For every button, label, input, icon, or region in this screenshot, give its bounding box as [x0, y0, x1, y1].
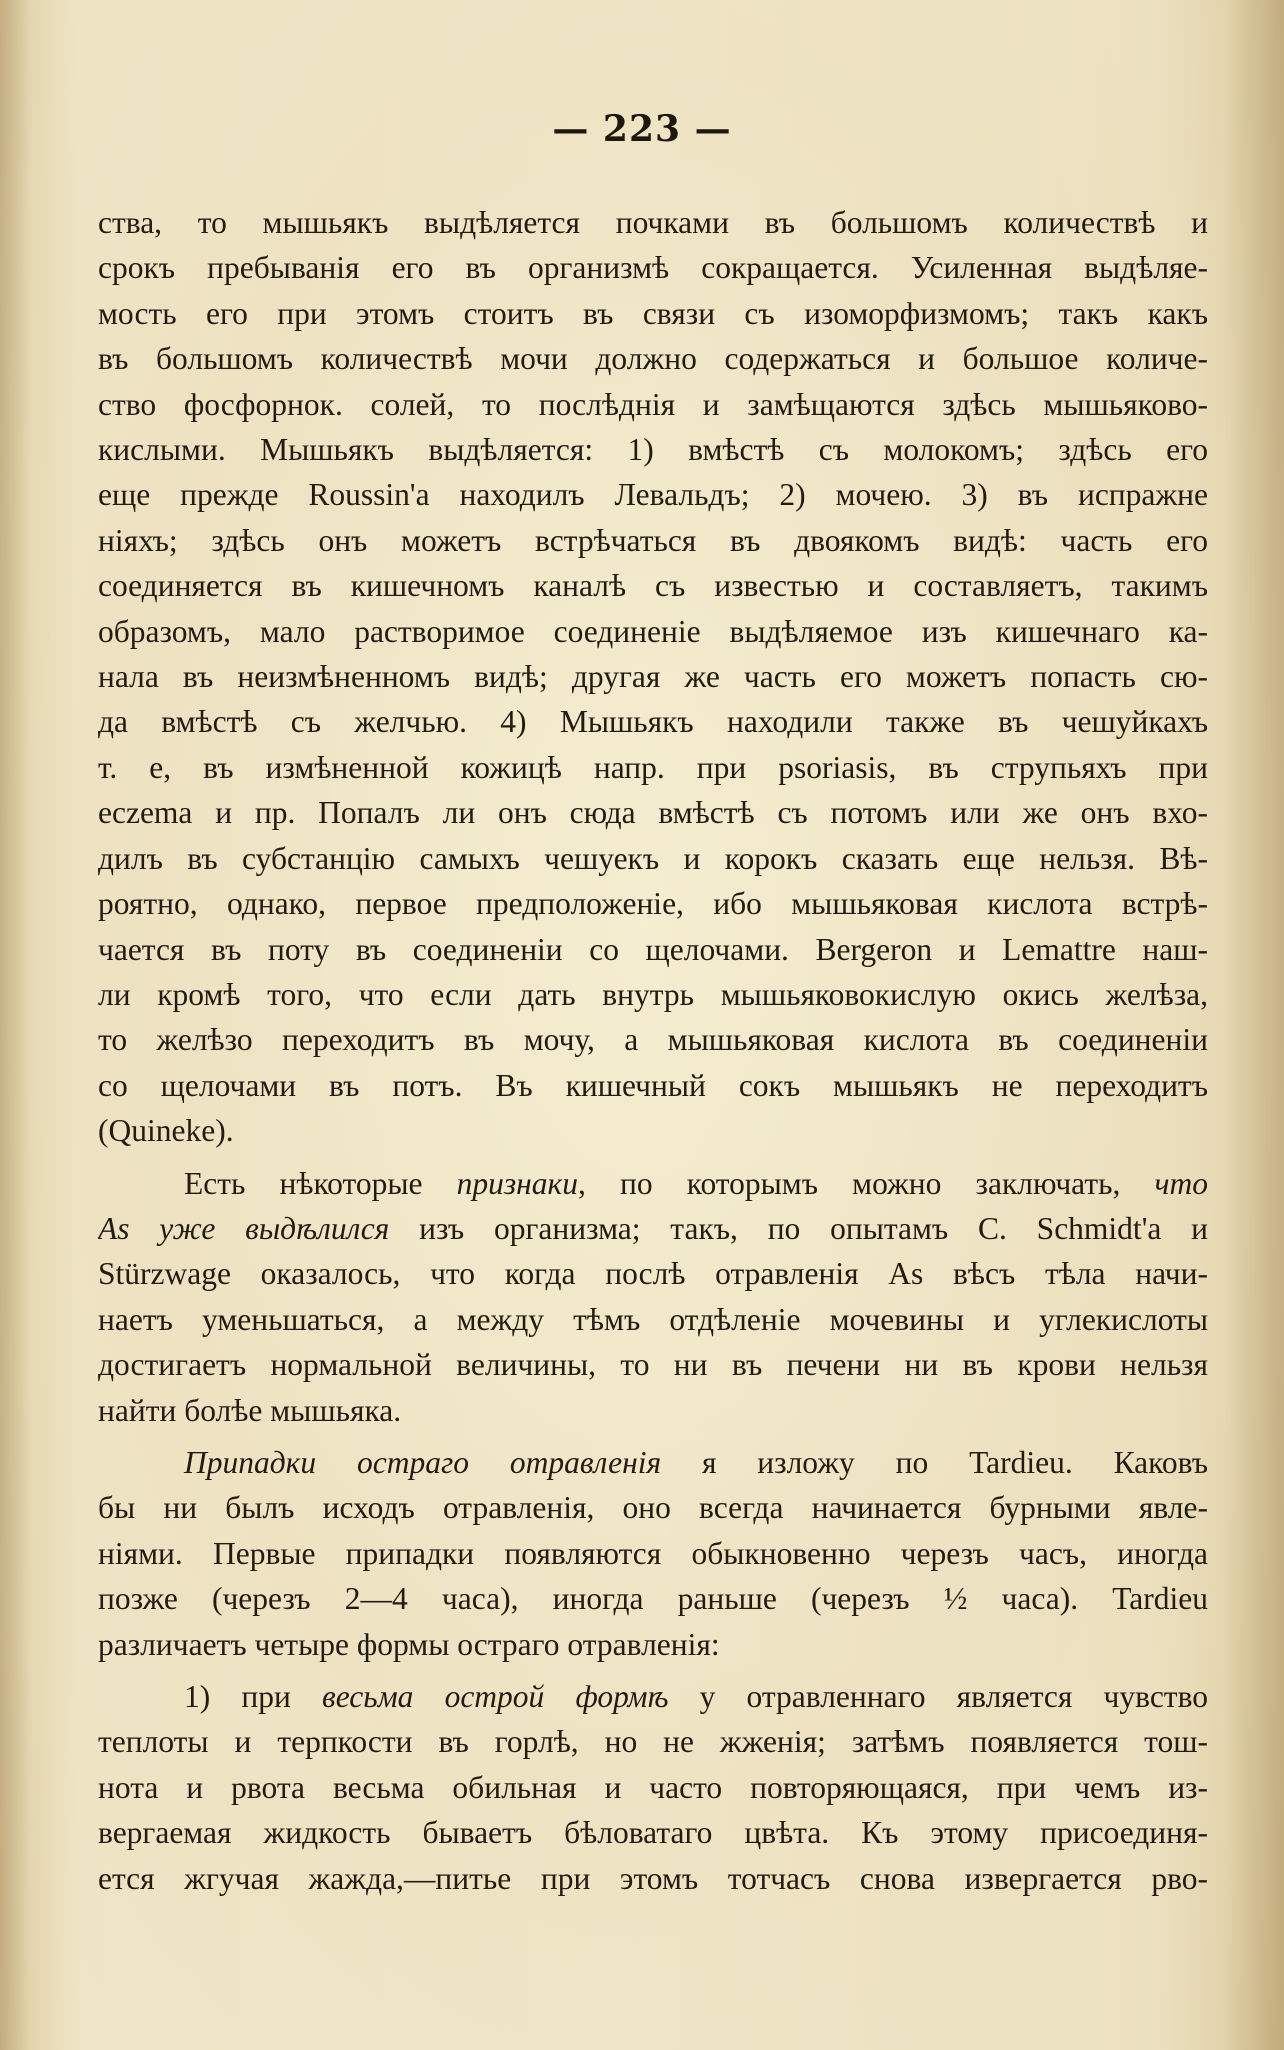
text-line: найти болѣе мышьяка. — [98, 1392, 402, 1428]
text-line: дилъ въ субстанцію самыхъ чешуекъ и корокъ сказать еще нельзя. Вѣ- — [98, 840, 1208, 876]
text-line: теплоты и терпкости въ горлѣ, но не жженія; затѣмъ появляется тош- — [98, 1724, 1208, 1760]
text-line: eczema и пр. Попалъ ли онъ сюда вмѣстѣ съ потомъ или же онъ вхо- — [98, 795, 1208, 831]
text-line: т. е, въ измѣненной кожицѣ напр. при psoriasis, въ струпьяхъ при — [98, 749, 1208, 785]
text-line: вергаемая жидкость бываетъ бѣловатаго цвѣта. Къ этому присоединя- — [98, 1815, 1208, 1851]
text-line: ется жгучая жажда,—питье при этомъ тотчасъ снова извергается рво- — [98, 1860, 1208, 1896]
text-line: Есть нѣкоторые признаки, по которымъ можно заключать, что — [184, 1165, 1208, 1201]
body-text — [98, 200, 1208, 1901]
paragraph — [98, 1440, 1208, 1667]
text-line: то желѣзо переходитъ въ мочу, а мышьяковая кислота въ соединеніи — [98, 1022, 1208, 1058]
text-line: наетъ уменьшаться, а между тѣмъ отдѣленіе мочевины и углекислоты — [98, 1301, 1208, 1337]
text-line: позже (черезъ 2—4 часа), иногда раньше (черезъ ½ часа). Tardieu — [98, 1581, 1208, 1617]
text-line: соединяется въ кишечномъ каналѣ съ известью и составляетъ, такимъ — [98, 568, 1208, 604]
paragraph — [98, 1161, 1208, 1433]
emphasis-text: весьма острой формѣ — [322, 1679, 669, 1714]
emphasis-text: что — [1154, 1165, 1208, 1201]
text-line: нала въ неизмѣненномъ видѣ; другая же часть его можетъ попасть сю- — [98, 659, 1208, 695]
text-line: 1) при весьма острой формѣ у отравленнаго является чувство — [184, 1679, 1208, 1714]
text-line: ніяхъ; здѣсь онъ можетъ встрѣчаться въ двоякомъ видѣ: часть его — [98, 522, 1208, 558]
emphasis-text: As уже выдѣлился — [98, 1210, 390, 1246]
text-line: ства, то мышьякъ выдѣляется почками въ большомъ количествѣ и — [98, 205, 1208, 240]
emphasis-text: признаки — [456, 1165, 579, 1201]
text-line: различаетъ четыре формы остраго отравленія: — [98, 1626, 720, 1662]
text-line: еще прежде Roussin'a находилъ Левальдъ; 2) мочею. 3) въ испражне — [98, 477, 1208, 513]
text-line: ство фосфорнок. солей, то послѣднія и замѣщаются здѣсь мышьяково- — [98, 386, 1208, 422]
paragraph — [98, 1674, 1208, 1901]
text-line: Припадки остраго отравленія я изложу по Tardieu. Каковъ — [184, 1444, 1208, 1480]
text-line: Stürzwage оказалось, что когда послѣ отравленія As вѣсъ тѣла начи- — [98, 1256, 1208, 1292]
text-line: бы ни былъ исходъ отравленія, оно всегда начинается бурными явле- — [98, 1490, 1208, 1526]
text-line: въ большомъ количествѣ мочи должно содержаться и большое количе- — [98, 341, 1208, 377]
text-line: мость его при этомъ стоитъ въ связи съ изоморфизмомъ; такъ какъ — [98, 295, 1208, 331]
text-line: роятно, однако, первое предположеніе, ибо мышьяковая кислота встрѣ- — [98, 886, 1208, 922]
text-line: образомъ, мало растворимое соединеніе выдѣляемое изъ кишечнаго ка- — [98, 613, 1208, 649]
text-line: срокъ пребыванія его въ организмѣ сокращается. Усиленная выдѣляе- — [98, 250, 1208, 286]
text-line: (Quineke). — [98, 1113, 234, 1149]
text-line: As уже выдѣлился изъ организма; такъ, по опытамъ C. Schmidt'a и — [98, 1210, 1208, 1246]
text-line: ли кромѣ того, что если дать внутрь мышьяковокислую окись желѣза, — [98, 976, 1208, 1012]
text-line: со щелочами въ потъ. Въ кишечный сокъ мышьякъ не переходитъ — [98, 1067, 1208, 1103]
text-line: достигаетъ нормальной величины, то ни въ печени ни въ крови нельзя — [98, 1347, 1208, 1383]
text-line: нота и рвота весьма обильная и часто повторяющаяся, при чемъ из- — [98, 1769, 1208, 1805]
text-line: кислыми. Мышьякъ выдѣляется: 1) вмѣстѣ съ молокомъ; здѣсь его — [98, 432, 1208, 468]
text-line: да вмѣстѣ съ желчью. 4) Мышьякъ находили также въ чешуйкахъ — [98, 704, 1208, 740]
paragraph — [98, 200, 1208, 1154]
page-number: — 223 — — [552, 108, 732, 150]
emphasis-text: Припадки остраго отравленія — [184, 1444, 662, 1480]
text-line: ніями. Первые припадки появляются обыкновенно черезъ часъ, иногда — [98, 1535, 1208, 1571]
text-line: чается въ поту въ соединеніи со щелочами. Bergeron и Lemattre наш- — [98, 931, 1208, 967]
